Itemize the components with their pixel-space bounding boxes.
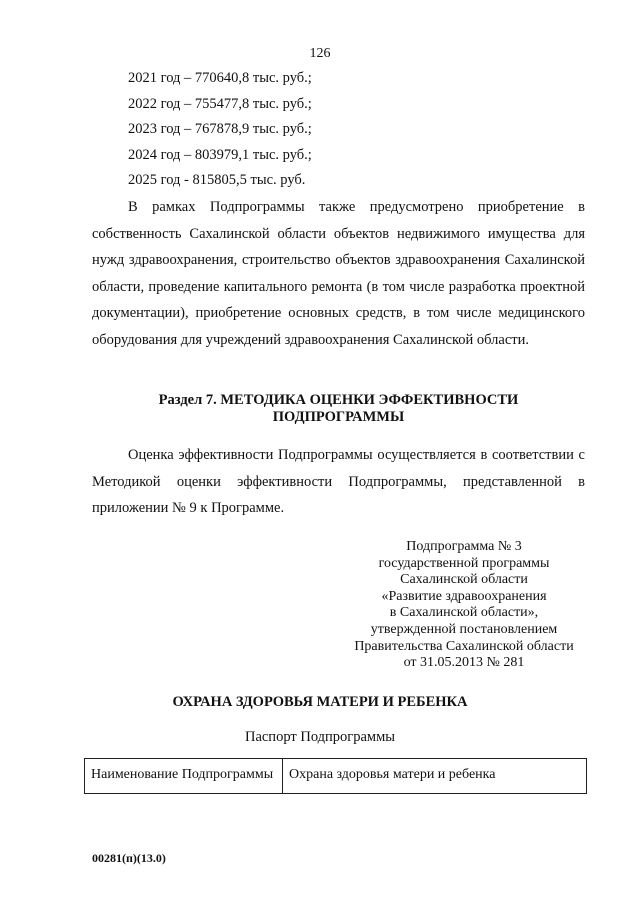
section-7-heading-line-1: Раздел 7. МЕТОДИКА ОЦЕНКИ ЭФФЕКТИВНОСТИ xyxy=(158,392,519,408)
budget-line-2022: 2022 год – 755477,8 тыс. руб.; xyxy=(128,95,312,112)
footer-code: 00281(п)(13.0) xyxy=(92,851,166,865)
approval-line: Подпрограмма № 3 xyxy=(406,539,522,554)
approval-line: Правительства Сахалинской области xyxy=(354,638,574,654)
subprogram-title: ОХРАНА ЗДОРОВЬЯ МАТЕРИ И РЕБЕНКА xyxy=(172,694,468,710)
approval-line: «Развитие здравоохранения xyxy=(381,588,547,604)
table-cell-label: Наименование Подпрограммы xyxy=(85,759,283,794)
passport-table xyxy=(84,758,587,794)
approval-line: государственной программы xyxy=(378,555,550,571)
approval-block xyxy=(340,539,588,672)
budget-line-2024: 2024 год – 803979,1 тыс. руб.; xyxy=(128,146,312,163)
section-7-text: Оценка эффективности Подпрограммы осуществляется в соответствии с Методикой оценки эффективности Подпрограммы, представленной в приложении № 9 к Программе. xyxy=(92,447,585,516)
page-number: 126 xyxy=(309,46,331,61)
acquisition-paragraph: В рамках Подпрограммы также предусмотрено приобретение в собственность Сахалинской области объектов недвижимого имущества для нужд здравоохранения, строительство объектов здравоохранения Сахалинской области, проведение капитального ремонта (в том числе разработка проектной документации), приобретение основных средств, в том числе медицинского оборудования для учреждений здравоохранения Сахалинской области. xyxy=(92,199,585,348)
section-7-heading xyxy=(92,392,585,426)
budget-line-2021: 2021 год – 770640,8 тыс. руб.; xyxy=(128,70,312,86)
passport-title: Паспорт Подпрограммы xyxy=(244,729,396,745)
table-row xyxy=(85,759,587,794)
budget-line-2023: 2023 год – 767878,9 тыс. руб.; xyxy=(128,121,312,137)
approval-line: в Сахалинской области», xyxy=(389,605,539,621)
budget-list xyxy=(128,66,312,194)
approval-line: от 31.05.2013 № 281 xyxy=(403,655,525,671)
section-7-heading-line-2: ПОДПРОГРАММЫ xyxy=(272,409,405,425)
table-cell-value: Охрана здоровья матери и ребенка xyxy=(283,759,587,794)
approval-line: утвержденной постановлением xyxy=(370,621,558,637)
approval-line: Сахалинской области xyxy=(400,572,528,588)
budget-line-2025: 2025 год - 815805,5 тыс. руб. xyxy=(128,172,306,188)
